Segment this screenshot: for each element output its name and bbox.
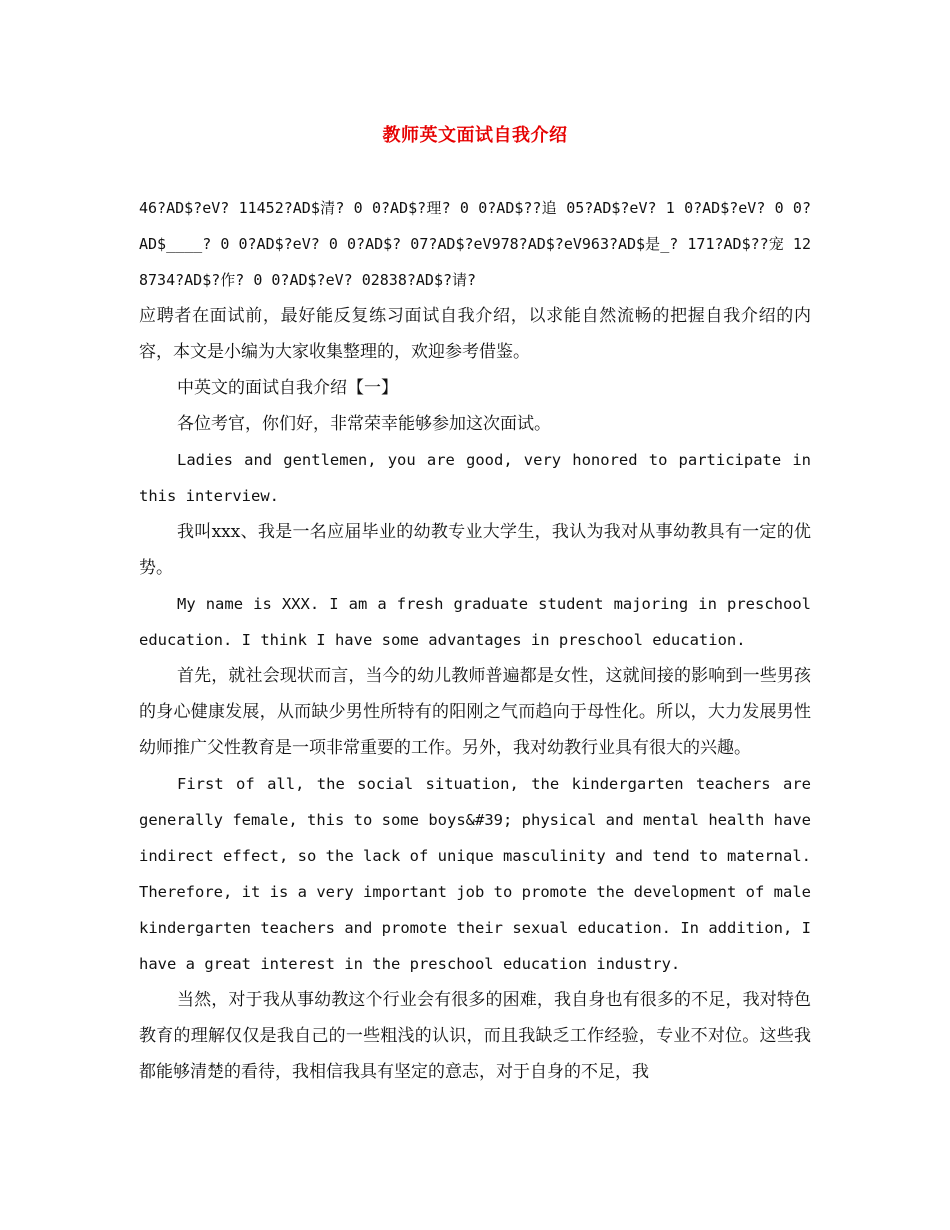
document-body (139, 190, 811, 1090)
paragraph-intro: 应聘者在面试前，最好能反复练习面试自我介绍，以求能自然流畅的把握自我介绍的内容，本文是小编为大家收集整理的，欢迎参考借鉴。 (139, 306, 811, 362)
paragraph-first-zh: 首先，就社会现状而言，当今的幼儿教师普遍都是女性，这就间接的影响到一些男孩的身心健康发展，从而缺少男性所特有的阳刚之气而趋向于母性化。所以，大力发展男性幼师推广父性教育是一项非常重要的工作。另外，我对幼教行业具有很大的兴趣。 (139, 666, 811, 758)
paragraph-name-zh: 我叫xxx、我是一名应届毕业的幼教专业大学生，我认为我对从事幼教具有一定的优势。 (139, 522, 811, 578)
paragraph-difficulty-zh: 当然，对于我从事幼教这个行业会有很多的困难，我自身也有很多的不足，我对特色教育的理解仅仅是我自己的一些粗浅的认识，而且我缺乏工作经验，专业不对位。这些我都能够清楚的看待，我相信我具有坚定的意志，对于自身的不足，我 (139, 990, 811, 1082)
section-heading: 中英文的面试自我介绍【一】 (177, 378, 398, 398)
garbled-header-text: 46?AD$?eV? 11452?AD$清? 0 0?AD$?理? 0 0?AD$??追 05?AD$?eV? 1 0?AD$?eV? 0 0?AD$____? 0 0?AD$?eV? 0 0?AD$? 07?AD$?eV978?AD$?eV963?AD$是_? 171?AD$??宠 128734?AD$?作? 0 0?AD$?eV? 02838?AD$?请? (139, 199, 811, 289)
paragraph-name-en: My name is XXX. I am a fresh graduate student majoring in preschool education. I think I have some advantages in preschool education. (139, 595, 811, 649)
paragraph-greeting-zh: 各位考官，你们好，非常荣幸能够参加这次面试。 (177, 414, 551, 434)
paragraph-first-en: First of all, the social situation, the kindergarten teachers are generally female, this to some boys&#39; physical and mental health have indirect effect, so the lack of unique masculinity and tend to maternal. Therefore, it is a very important job to promote the development of male kindergarten teachers and promote their sexual education. In addition, I have a great interest in the preschool education industry. (139, 775, 811, 973)
paragraph-greeting-en: Ladies and gentlemen, you are good, very honored to participate in this interview. (139, 451, 811, 505)
document-title: 教师英文面试自我介绍 (382, 125, 568, 146)
